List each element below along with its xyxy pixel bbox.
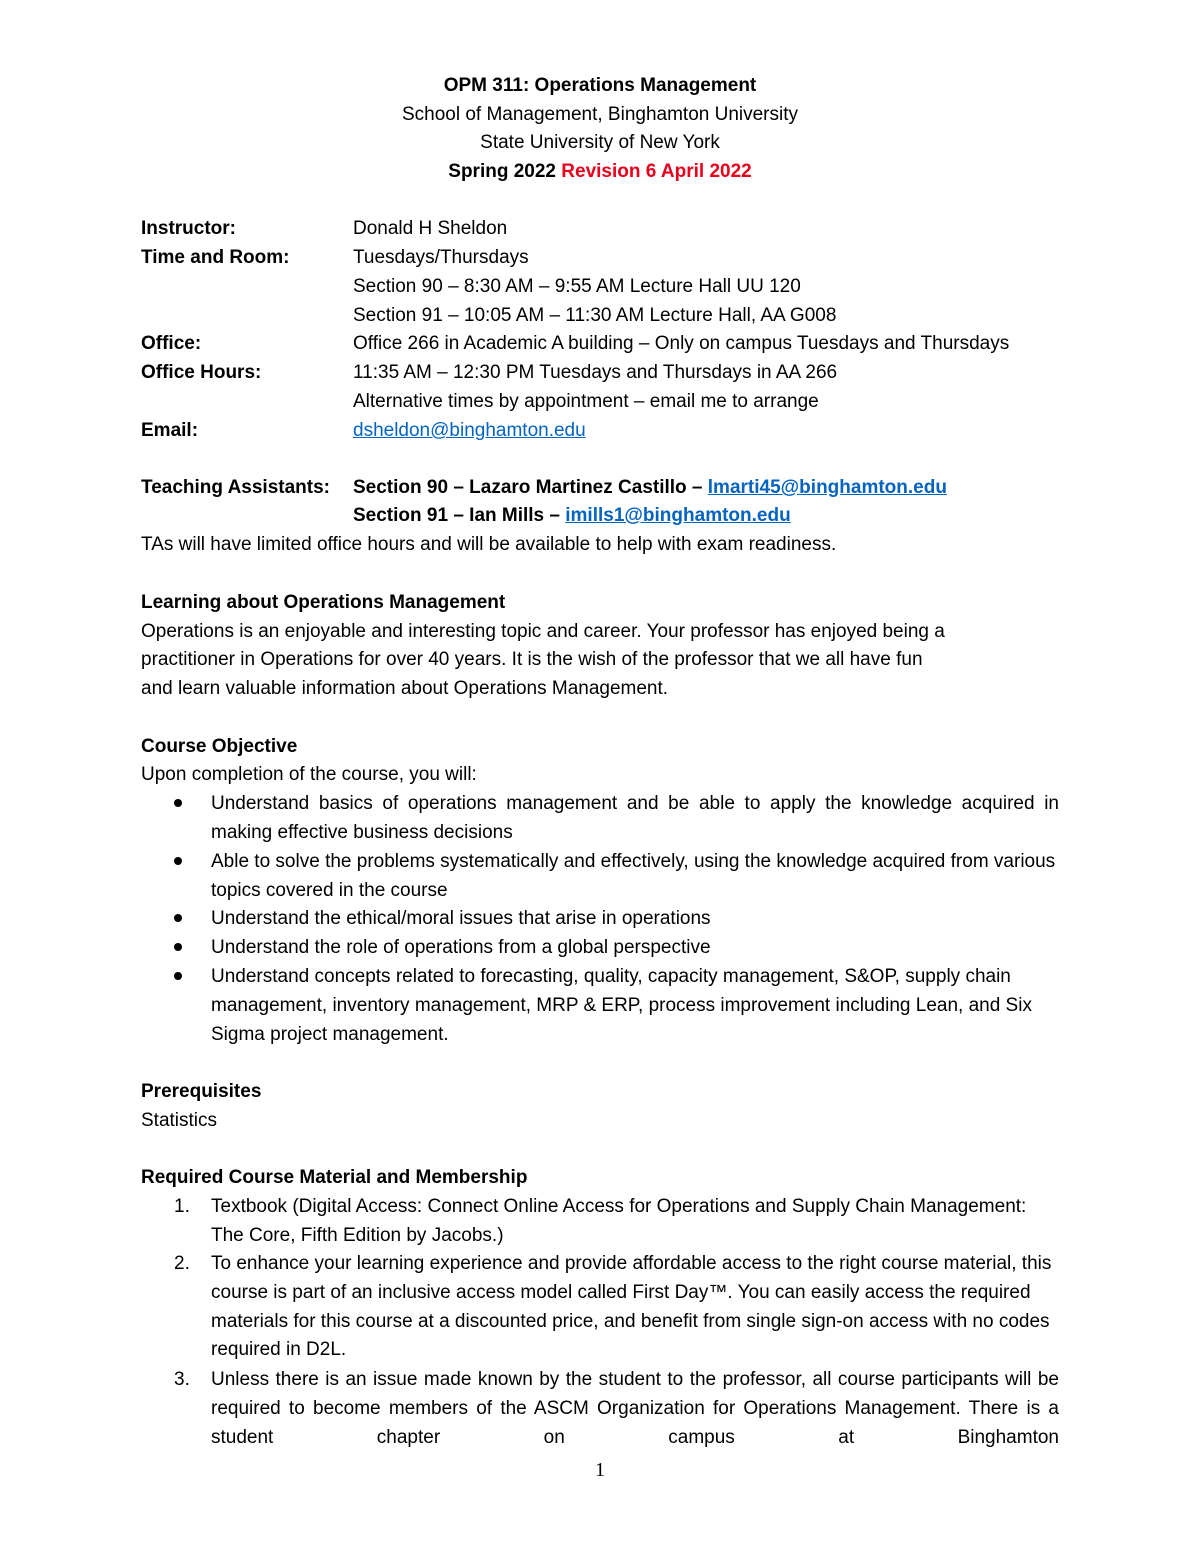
time-label: Time and Room: bbox=[141, 247, 290, 268]
office-hours-value: 11:35 AM – 12:30 PM Tuesdays and Thursdays in AA 266 bbox=[353, 362, 838, 383]
ta-section-91-email-link[interactable]: imills1@binghamton.edu bbox=[565, 505, 791, 526]
course-title: OPM 311: Operations Management bbox=[443, 75, 757, 96]
learning-heading: Learning about Operations Management bbox=[141, 592, 506, 613]
ta-section-90-text: Section 90 – Lazaro Martinez Castillo – bbox=[353, 477, 708, 498]
instructor-label: Instructor: bbox=[141, 218, 236, 239]
section-91-time: Section 91 – 10:05 AM – 11:30 AM Lecture Hall, AA G008 bbox=[353, 305, 837, 326]
material-number: 3. bbox=[174, 1369, 190, 1390]
office-label: Office: bbox=[141, 333, 202, 354]
objective-bullet: Understand the role of operations from a global perspective bbox=[211, 937, 711, 958]
office-hours-alt: Alternative times by appointment – email me to arrange bbox=[353, 391, 819, 412]
university-line: State University of New York bbox=[480, 132, 720, 153]
bullet-dot bbox=[174, 914, 182, 922]
material-heading: Required Course Material and Membership bbox=[141, 1167, 528, 1188]
office-value: Office 266 in Academic A building – Only on campus Tuesdays and Thursdays bbox=[353, 333, 1010, 354]
bullet-dot bbox=[174, 972, 182, 980]
prereq-value: Statistics bbox=[141, 1110, 218, 1131]
learning-line-1: Operations is an enjoyable and interesting topic and career. Your professor has enjoyed being a bbox=[141, 621, 945, 642]
ta-section-91-text: Section 91 – Ian Mills – bbox=[353, 505, 566, 526]
term: Spring 2022 bbox=[448, 161, 556, 182]
instructor-value: Donald H Sheldon bbox=[353, 218, 508, 239]
school-line: School of Management, Binghamton University bbox=[401, 104, 799, 125]
material-item: To enhance your learning experience and provide affordable access to the right course material, this course is part of an inclusive access model called First Day™. You can easily access the required materials for this course at a discounted price, and benefit from single sign-on access with no codes required in D2L. bbox=[211, 1253, 1052, 1361]
email-cell bbox=[353, 417, 586, 445]
objective-bullet: Able to solve the problems systematically and effectively, using the knowledge acquired from various topics covered in the course bbox=[211, 851, 1056, 901]
material-number: 2. bbox=[174, 1253, 190, 1274]
bullet-dot bbox=[174, 943, 182, 951]
material-item: Unless there is an issue made known by the student to the professor, all course participants will be required to become members of the ASCM Organization for Operations Management. There is a student chapter on campus at Binghamton bbox=[211, 1369, 1059, 1448]
ta-section-91 bbox=[353, 502, 791, 530]
objective-heading: Course Objective bbox=[141, 736, 298, 757]
ta-section-90-email-link[interactable]: lmarti45@binghamton.edu bbox=[707, 477, 947, 498]
objective-bullet: Understand basics of operations management and be able to apply the knowledge acquired in making effective business decisions bbox=[211, 793, 1059, 843]
objective-bullet: Understand concepts related to forecasting, quality, capacity management, S&OP, supply chain management, inventory management, MRP & ERP, process improvement including Lean, and Six Sigma project management. bbox=[211, 966, 1032, 1045]
instructor-email-link[interactable]: dsheldon@binghamton.edu bbox=[353, 420, 586, 441]
prereq-heading: Prerequisites bbox=[141, 1081, 262, 1102]
objective-intro: Upon completion of the course, you will: bbox=[141, 764, 477, 785]
material-item: Textbook (Digital Access: Connect Online Access for Operations and Supply Chain Management: The Core, Fifth Edition by Jacobs.) bbox=[211, 1196, 1027, 1246]
term-line bbox=[0, 158, 1200, 186]
email-label: Email: bbox=[141, 420, 199, 441]
ta-label: Teaching Assistants: bbox=[141, 477, 330, 498]
learning-line-2: practitioner in Operations for over 40 years. It is the wish of the professor that we all have fun bbox=[141, 649, 923, 670]
material-number: 1. bbox=[174, 1196, 190, 1217]
bullet-dot bbox=[174, 799, 182, 807]
bullet-dot bbox=[174, 857, 182, 865]
section-90-time: Section 90 – 8:30 AM – 9:55 AM Lecture Hall UU 120 bbox=[353, 276, 801, 297]
ta-section-90 bbox=[353, 474, 947, 502]
revision-note: Revision 6 April 2022 bbox=[561, 161, 752, 182]
objective-bullet: Understand the ethical/moral issues that arise in operations bbox=[211, 908, 711, 929]
ta-note: TAs will have limited office hours and will be available to help with exam readiness. bbox=[141, 534, 837, 555]
page-number: 1 bbox=[595, 1459, 605, 1481]
time-value: Tuesdays/Thursdays bbox=[353, 247, 529, 268]
learning-line-3: and learn valuable information about Operations Management. bbox=[141, 678, 669, 699]
office-hours-label: Office Hours: bbox=[141, 362, 262, 383]
